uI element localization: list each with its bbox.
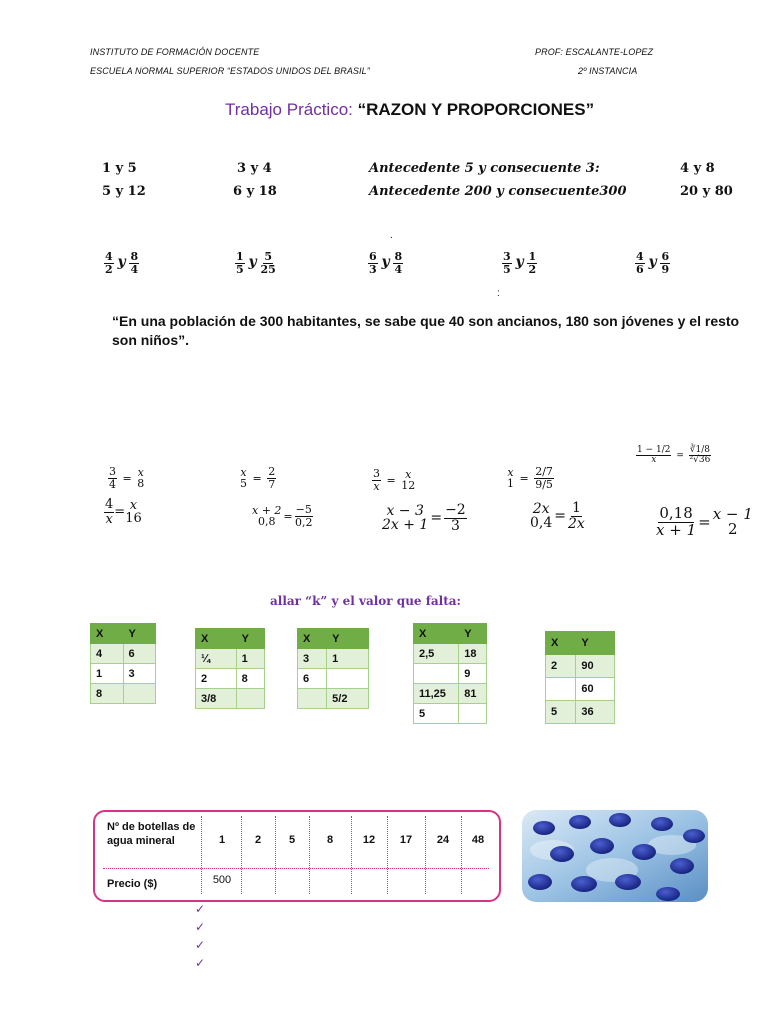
tables-instruction: allar “k” y el valor que falta: bbox=[270, 594, 461, 608]
qty-cell: 24 bbox=[436, 834, 450, 846]
checkmark-icon: ✓ bbox=[195, 920, 206, 934]
qty-cell: 2 bbox=[254, 834, 262, 846]
equation-1: $\frac{3}{4}$ = x 8 bbox=[109, 465, 145, 491]
pair-2-2: 6 y 18 bbox=[233, 184, 277, 199]
checkmark-icon: ✓ bbox=[195, 902, 206, 916]
col-divider bbox=[425, 816, 426, 894]
pair-2-4: 20 y 80 bbox=[680, 184, 733, 199]
equation-10: $\frac{0,18}{x + 1}$ = x − 1 2 bbox=[656, 504, 753, 539]
fraction-pair-1: $\frac{4}{2}$ y $\frac{8}{4}$ bbox=[105, 250, 139, 276]
fraction-pair-5: $\frac{4}{6}$ y $\frac{6}{9}$ bbox=[636, 250, 670, 276]
col-divider bbox=[309, 816, 310, 894]
equation-5: $\frac{1 - 1/2}{x}$ = $\frac{∛1/8}{\text{²√36}}$ bbox=[637, 445, 711, 466]
bottles-price-label: Precio ($) bbox=[107, 878, 158, 890]
stray-colon: : bbox=[497, 288, 500, 299]
institute-name: INSTITUTO DE FORMACIÓN DOCENTE bbox=[90, 47, 260, 57]
row-divider bbox=[103, 868, 489, 869]
pair-1-2: 3 y 4 bbox=[237, 161, 272, 176]
bottle-caps-illustration bbox=[522, 810, 708, 902]
qty-cell: 17 bbox=[399, 834, 413, 846]
equation-6: $\frac{4}{x}$ = x 16 bbox=[105, 497, 142, 527]
col-divider bbox=[275, 816, 276, 894]
col-divider bbox=[461, 816, 462, 894]
qty-cell: 12 bbox=[362, 834, 376, 846]
proportion-table-5: X Y 2 90 60 5 36 bbox=[545, 631, 615, 724]
qty-cell: 48 bbox=[471, 834, 485, 846]
qty-cell: 5 bbox=[288, 834, 296, 846]
col-divider bbox=[351, 816, 352, 894]
col-divider bbox=[241, 816, 242, 894]
page-title bbox=[225, 100, 594, 120]
equation-4: x 1 = $\frac{2/7}{9/5}$ bbox=[507, 465, 553, 491]
stray-dot: . bbox=[390, 230, 393, 241]
school-name: ESCUELA NORMAL SUPERIOR “ESTADOS UNIDOS DEL BRASIL” bbox=[90, 66, 370, 76]
equation-7: x + 2 0,8 = $\frac{-5}{0,2}$ bbox=[252, 503, 313, 529]
fraction-pair-2: $\frac{1}{5}$ y $\frac{5}{25}$ bbox=[236, 250, 276, 276]
proportion-table-2: X Y ¼ 1 2 8 3/8 bbox=[195, 628, 265, 709]
pair-1-3: Antecedente 5 y consecuente 3: bbox=[369, 161, 600, 176]
qty-cell: 1 bbox=[218, 834, 226, 846]
proportion-table-4: X Y 2,5 18 9 11,25 81 5 bbox=[413, 623, 487, 724]
fraction-pair-4: $\frac{3}{5}$ y $\frac{1}{2}$ bbox=[503, 250, 537, 276]
checkmark-icon: ✓ bbox=[195, 956, 206, 970]
equation-2: x 5 = $\frac{2}{7}$ bbox=[240, 465, 276, 491]
professor-name: PROF: ESCALANTE-LOPEZ bbox=[535, 47, 654, 57]
pair-1-4: 4 y 8 bbox=[680, 161, 715, 176]
pair-2-1: 5 y 12 bbox=[102, 184, 146, 199]
title-main: “RAZON Y PROPORCIONES” bbox=[357, 100, 595, 119]
qty-cell: 8 bbox=[326, 834, 334, 846]
instance-label: 2º INSTANCIA bbox=[578, 66, 638, 76]
title-label: Trabajo Práctico: bbox=[225, 100, 353, 119]
col-divider bbox=[201, 816, 202, 894]
price-cell: 500 bbox=[212, 874, 232, 886]
pair-2-3: Antecedente 200 y consecuente300 bbox=[369, 184, 627, 199]
col-divider bbox=[387, 816, 388, 894]
checkmark-icon: ✓ bbox=[195, 938, 206, 952]
equation-9: 2x 0,4 = $\frac{1}{2x}$ bbox=[530, 500, 585, 532]
equation-3: $\frac{3}{x}$ = x 12 bbox=[373, 467, 416, 493]
pair-1-1: 1 y 5 bbox=[102, 161, 137, 176]
fraction-pair-3: $\frac{6}{3}$ y $\frac{8}{4}$ bbox=[369, 250, 403, 276]
equation-8: x − 3 2x + 1 = $\frac{-2}{3}$ bbox=[382, 502, 466, 534]
bottles-quantity-label: Nº de botellas de agua mineral bbox=[107, 821, 196, 847]
problem-statement: “En una población de 300 habitantes, se sabe que 40 son ancianos, 180 son jóvenes y el resto son niños”. bbox=[112, 313, 740, 348]
proportion-table-3: X Y 3 1 6 5/2 bbox=[297, 628, 369, 709]
bottles-price-table bbox=[93, 810, 501, 902]
proportion-table-1: X Y 4 6 1 3 8 bbox=[90, 623, 156, 704]
water-bottles-photo bbox=[522, 810, 708, 902]
